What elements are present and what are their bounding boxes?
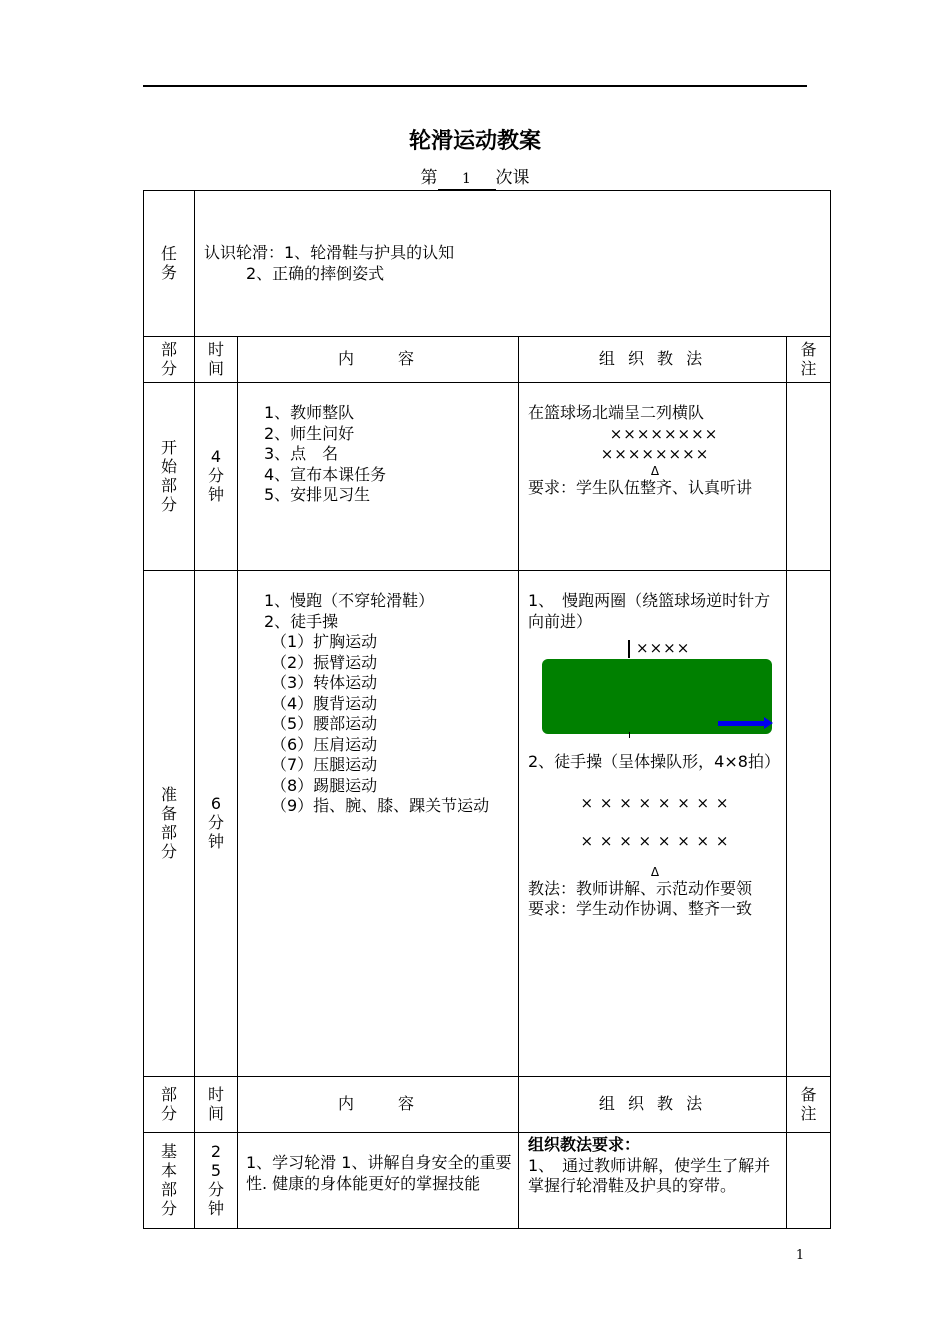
start-time: 4分钟 <box>207 447 224 505</box>
header-note: 备注 <box>787 337 831 383</box>
formation-row: × × × × × × × × <box>580 793 730 812</box>
basic-note-cell <box>787 1133 831 1229</box>
start-content-item: 5、安排见习生 <box>264 485 371 504</box>
basic-org-item: 1、 通过教师讲解，使学生了解并掌握行轮滑鞋及护具的穿带。 <box>528 1155 771 1195</box>
basketball-court-diagram <box>532 640 772 736</box>
direction-arrow-icon <box>718 721 766 726</box>
basic-time: 25分钟 <box>207 1141 224 1218</box>
header-time: 时间 <box>195 337 238 383</box>
page-title: 轮滑运动教案 <box>408 129 541 154</box>
prep-content-item: （6）压肩运动 <box>271 734 378 754</box>
prep-note-cell <box>787 571 831 1077</box>
task-label: 任务 <box>160 243 177 282</box>
start-content-item: 1、教师整队 <box>264 403 355 422</box>
prep-content-item: （9）指、腕、膝、踝关节运动 <box>271 796 490 815</box>
start-requirement: 要求：学生队伍整齐、认真听讲 <box>528 477 753 497</box>
header-org: 组 织 教 法 <box>519 337 787 383</box>
prep-label: 准备部分 <box>160 784 177 861</box>
header-part: 部分 <box>144 1077 195 1133</box>
prep-time-cell <box>195 571 238 1077</box>
teacher-delta: Δ <box>650 463 660 478</box>
prep-content-item: 1、慢跑（不穿轮滑鞋） <box>264 591 435 610</box>
start-label-cell <box>144 383 195 571</box>
basic-label: 基本部分 <box>160 1141 177 1218</box>
task-content-cell <box>195 191 831 337</box>
header-content: 内 容 <box>238 337 519 383</box>
prep-content-item: （7）压腿运动 <box>271 755 378 774</box>
start-org-intro: 在篮球场北端呈二列横队 <box>528 403 705 422</box>
prep-content-item: （5）腰部运动 <box>271 714 378 733</box>
basic-org-cell <box>519 1133 787 1229</box>
header-part: 部分 <box>144 337 195 383</box>
court-tick <box>629 732 630 738</box>
task-line-2: 2、正确的摔倒姿式 <box>246 263 385 283</box>
start-row <box>144 383 831 571</box>
formation-row: × × × × × × × × <box>580 831 730 850</box>
prep-content-item: （8）踢腿运动 <box>271 775 378 795</box>
prep-requirement: 要求：学生动作协调、整齐一致 <box>528 899 753 918</box>
prep-content-cell <box>238 571 519 1077</box>
header-content: 内 容 <box>238 1077 519 1133</box>
header-rule <box>143 85 807 87</box>
prep-org-item-1: 1、 慢跑两圈（绕篮球场逆时针方向前进） <box>528 591 771 631</box>
lesson-prefix: 第 <box>420 168 438 188</box>
start-note-cell <box>787 383 831 571</box>
start-content-item: 2、师生问好 <box>264 423 355 443</box>
start-time-cell <box>195 383 238 571</box>
task-line-1: 认识轮滑：1、轮滑鞋与护具的认知 <box>204 243 455 262</box>
prep-org-item-2: 2、徒手操（呈体操队形，4×8拍） <box>528 752 780 771</box>
basic-content: 1、学习轮滑 1、讲解自身安全的重要性. 健康的身体能更好的掌握技能 <box>246 1153 512 1193</box>
start-org-cell <box>519 383 787 571</box>
header-org: 组 织 教 法 <box>519 1077 787 1133</box>
formation-row: ×××××××× <box>609 424 719 443</box>
start-content-cell <box>238 383 519 571</box>
basic-time-cell <box>195 1133 238 1229</box>
page-number: 1 <box>795 1248 805 1263</box>
header-note: 备注 <box>787 1077 831 1133</box>
lesson-suffix: 次课 <box>495 168 530 188</box>
prep-content-item: （3）转体运动 <box>271 673 378 692</box>
task-row <box>144 191 831 337</box>
lesson-plan-table <box>143 190 831 1229</box>
header-time: 时间 <box>195 1077 238 1133</box>
prep-content-item: （2）振臂运动 <box>271 652 378 672</box>
formation-row: ×××××××× <box>600 444 710 463</box>
prep-content-item: （1）扩胸运动 <box>271 632 378 651</box>
basic-row <box>144 1133 831 1229</box>
prep-time: 6分钟 <box>207 794 224 852</box>
header-row <box>144 1077 831 1133</box>
prep-method: 教法：教师讲解、示范动作要领 <box>528 878 753 898</box>
prep-content-item: 2、徒手操 <box>264 611 339 631</box>
lesson-number: 1 <box>438 169 496 190</box>
task-label-cell <box>144 191 195 337</box>
start-content-item: 3、点 名 <box>264 444 339 463</box>
start-content-item: 4、宣布本课任务 <box>264 464 387 484</box>
basic-label-cell <box>144 1133 195 1229</box>
start-label: 开始部分 <box>160 437 177 514</box>
court-marker-line <box>628 640 630 658</box>
teacher-delta: Δ <box>650 864 660 879</box>
court-formation-row: ×××× <box>636 639 691 657</box>
prep-org-cell <box>519 571 787 1077</box>
prep-row <box>144 571 831 1077</box>
prep-content-item: （4）腹背运动 <box>271 693 378 713</box>
lesson-number-line <box>0 166 950 190</box>
basic-org-title: 组织教法要求： <box>528 1135 641 1154</box>
basic-content-cell <box>238 1133 519 1229</box>
header-row <box>144 337 831 383</box>
arrow-head-icon <box>764 717 773 729</box>
prep-label-cell <box>144 571 195 1077</box>
